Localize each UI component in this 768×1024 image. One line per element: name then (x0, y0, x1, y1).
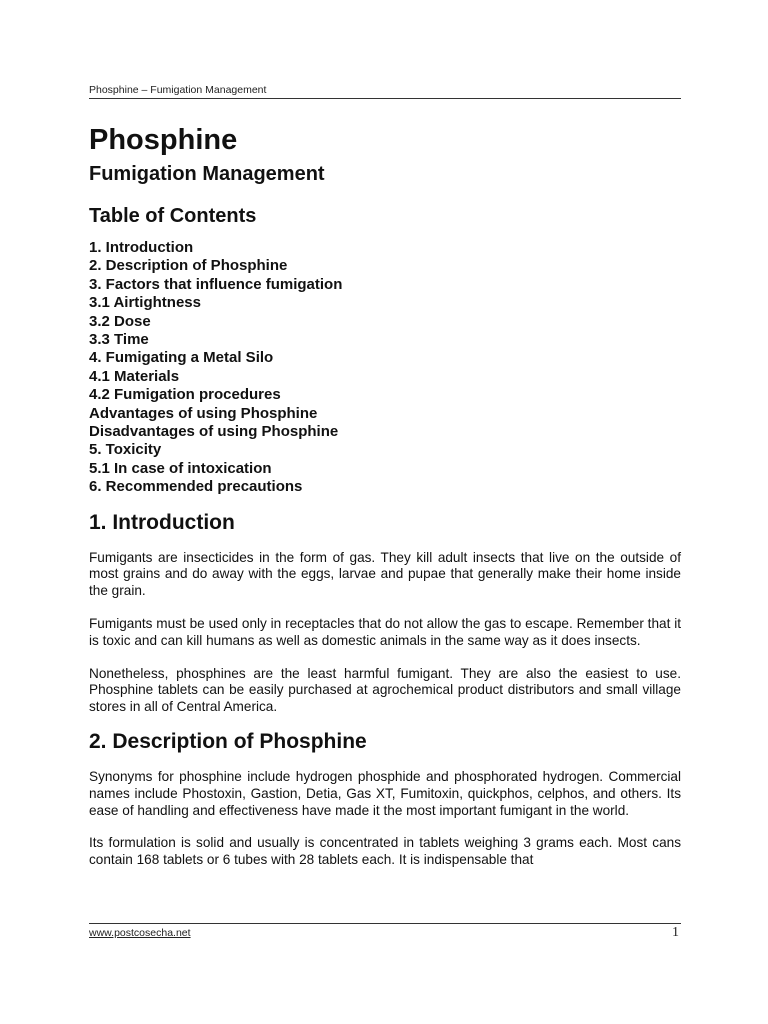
toc-item: 2. Description of Phosphine (89, 257, 288, 275)
paragraph: Fumigants must be used only in receptacles that do not allow the gas to escape. Remember that it is toxic and can kill humans as well as domestic animals in the same way as it does insects. (89, 616, 681, 648)
paragraph: Synonyms for phosphine include hydrogen phosphide and phosphorated hydrogen. Commercial names include Phostoxin, Gastion, Detia, Gas XT, Fumitoxin, quickphos, celphos, and others. Its ease of handling and effectiveness have made it the most important fumigant in the world. (89, 769, 681, 818)
footer-divider (89, 923, 681, 924)
paragraph: Its formulation is solid and usually is concentrated in tablets weighing 3 grams each. Most cans contain 168 tablets or 6 tubes with 28 tablets each. It is indispensable that (89, 835, 681, 868)
section-heading: 1. Introduction (89, 510, 235, 534)
toc-item: 3.1 Airtightness (89, 294, 201, 312)
section-introduction (89, 509, 681, 716)
toc-item: 4.2 Fumigation procedures (89, 386, 281, 404)
footer-website-link[interactable]: www.postcosecha.net (89, 927, 191, 939)
toc-item: 3.2 Dose (89, 312, 151, 330)
toc-item: 1. Introduction (89, 239, 194, 256)
section-description (89, 728, 681, 869)
toc-item: 3. Factors that influence fumigation (89, 275, 343, 293)
toc-item: 3.3 Time (89, 331, 149, 349)
document-subtitle: Fumigation Management (89, 163, 325, 185)
document-title: Phosphine (89, 124, 238, 156)
toc-item: 5.1 In case of intoxication (89, 459, 272, 477)
section-heading: 2. Description of Phosphine (89, 730, 367, 754)
toc-heading: Table of Contents (89, 205, 257, 227)
page-number: 1 (672, 925, 679, 940)
paragraph: Nonetheless, phosphines are the least harmful fumigant. They are also the easiest to use. Phosphine tablets can be easily purchased at agrochemical product distributors and small village stores in all of Central America. (89, 665, 681, 715)
table-of-contents (89, 239, 681, 497)
toc-item: 5. Toxicity (89, 441, 162, 459)
toc-item: Advantages of using Phosphine (89, 404, 318, 422)
toc-item: 6. Recommended precautions (89, 478, 303, 496)
paragraph: Fumigants are insecticides in the form of gas. They kill adult insects that live on the outside of most grains and do away with the eggs, larvae and pupae that generally make their home inside the grain. (89, 549, 681, 599)
page-content (89, 120, 681, 869)
header-divider (89, 98, 681, 99)
toc-item: 4.1 Materials (89, 367, 180, 385)
running-header: Phosphine – Fumigation Management (89, 84, 267, 96)
toc-item: 4. Fumigating a Metal Silo (89, 349, 274, 367)
toc-item: Disadvantages of using Phosphine (89, 423, 339, 441)
